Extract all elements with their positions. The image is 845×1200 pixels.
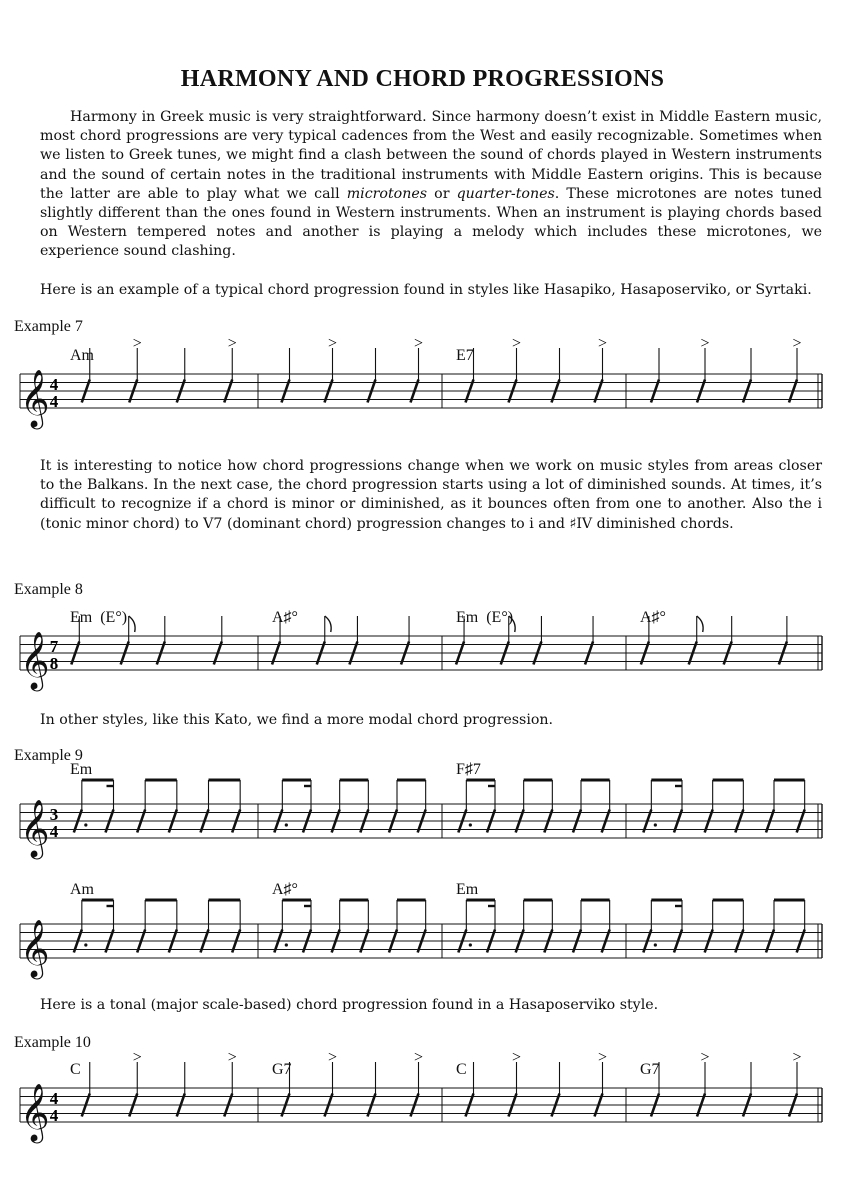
accent-mark: > bbox=[597, 335, 608, 352]
chord-symbol: C bbox=[456, 1061, 467, 1078]
chord-symbol: G7 bbox=[640, 1061, 660, 1078]
example-10-label: Example 10 bbox=[14, 1034, 91, 1051]
treble-clef-icon: 𝄞 bbox=[20, 632, 50, 688]
time-signature-bottom: 4 bbox=[49, 1106, 59, 1125]
accent-mark: > bbox=[413, 335, 424, 352]
time-signature-bottom: 4 bbox=[49, 822, 59, 841]
intro-paragraph bbox=[40, 108, 822, 262]
chord-symbol: Em bbox=[456, 881, 479, 898]
accent-mark: > bbox=[227, 1049, 237, 1066]
dot bbox=[654, 943, 657, 946]
example-9-staff-continued bbox=[0, 881, 845, 980]
intro-or: or bbox=[427, 185, 457, 202]
time-signature-bottom: 4 bbox=[49, 392, 59, 411]
example-10-staff bbox=[0, 1049, 845, 1144]
chord-symbol: A♯° bbox=[640, 609, 666, 626]
accent-mark: > bbox=[792, 335, 802, 352]
accent-mark: > bbox=[511, 335, 522, 352]
example7-intro-paragraph: Here is an example of a typical chord progression found in styles like Hasapiko, Hasaposerviko, or Syrtaki. bbox=[40, 282, 812, 298]
intro-text-1: Harmony in Greek music is very straightforward. Since harmony doesn’t exist in Middle Eastern music, most chord progressions are very typical cadences from the West and easily recognizable. Sometimes when we listen to Greek tunes, we might find a clash between the sound of chords played in Western instruments and the sound of certain notes in the traditional instruments with Middle Eastern origins. This is because the latter are able to play what we call bbox=[40, 109, 822, 202]
balkans-paragraph: It is interesting to notice how chord progressions change when we work on music styles from areas closer to the Balkans. In the next case, the chord progression starts using a lot of diminished sounds. At times, it’s difficult to recognize if a chord is minor or diminished, as it bounces often from one to another. Also the i (tonic minor chord) to V7 (dominant chord) progression changes to i and ♯IV diminished chords. bbox=[40, 458, 822, 532]
treble-clef-icon: 𝄞 bbox=[20, 1084, 50, 1140]
accent-mark: > bbox=[413, 1049, 424, 1066]
accent-mark: > bbox=[132, 335, 142, 352]
chord-symbol: A♯° bbox=[272, 609, 298, 626]
example-7-label: Example 7 bbox=[14, 318, 83, 335]
example-9-staff bbox=[0, 761, 845, 860]
time-signature-top: 3 bbox=[49, 805, 59, 824]
chord-symbol: Am bbox=[70, 881, 94, 898]
dot bbox=[84, 943, 87, 946]
chord-symbol: A♯° bbox=[272, 881, 298, 898]
chord-symbol: Em bbox=[70, 761, 93, 778]
treble-clef-icon: 𝄞 bbox=[20, 920, 50, 976]
intro-text-2: . These microtones are notes tuned slightly different than the ones found in Western instruments. When an instrument is playing chords based on Western tempered notes and another is playing a melody which includes these microtones, we experience sound clashing. bbox=[40, 185, 822, 260]
accent-mark: > bbox=[792, 1049, 802, 1066]
chord-symbol: F♯7 bbox=[456, 761, 481, 778]
chord-symbol: Am bbox=[70, 347, 94, 364]
kato-paragraph: In other styles, like this Kato, we find a more modal chord progression. bbox=[40, 712, 554, 728]
chord-symbol: E7 bbox=[456, 347, 474, 364]
dot bbox=[469, 823, 472, 826]
accent-mark: > bbox=[132, 1049, 142, 1066]
chord-symbol: C bbox=[70, 1061, 81, 1078]
time-signature-bottom: 8 bbox=[49, 654, 59, 673]
example-7-staff bbox=[0, 335, 845, 430]
treble-clef-icon: 𝄞 bbox=[20, 370, 50, 426]
chord-symbol: Em (E°) bbox=[456, 609, 514, 626]
accent-mark: > bbox=[511, 1049, 522, 1066]
chord-symbol: G7 bbox=[272, 1061, 292, 1078]
example10-intro-paragraph: Here is a tonal (major scale-based) chord progression found in a Hasaposerviko style. bbox=[40, 997, 659, 1013]
treble-clef-icon: 𝄞 bbox=[20, 800, 50, 856]
time-signature-top: 4 bbox=[49, 375, 59, 394]
eighth-flag bbox=[325, 616, 331, 632]
time-signature-top: 4 bbox=[49, 1089, 59, 1108]
dot bbox=[285, 943, 288, 946]
microtones-term: microtones bbox=[346, 185, 428, 202]
chord-symbol: Em (E°) bbox=[70, 609, 128, 626]
eighth-flag bbox=[697, 616, 703, 632]
accent-mark: > bbox=[327, 1049, 338, 1066]
example-8-label: Example 8 bbox=[14, 581, 83, 598]
example-8-staff bbox=[0, 602, 845, 692]
quarter-tones-term: quarter-tones bbox=[456, 185, 555, 202]
accent-mark: > bbox=[327, 335, 338, 352]
dot bbox=[469, 943, 472, 946]
page-title: HARMONY AND CHORD PROGRESSIONS bbox=[180, 66, 665, 92]
example-9-label: Example 9 bbox=[14, 747, 83, 764]
dot bbox=[654, 823, 657, 826]
accent-mark: > bbox=[700, 1049, 710, 1066]
accent-mark: > bbox=[227, 335, 237, 352]
dot bbox=[84, 823, 87, 826]
dot bbox=[285, 823, 288, 826]
time-signature-top: 7 bbox=[49, 637, 59, 656]
eighth-flag bbox=[129, 616, 135, 632]
accent-mark: > bbox=[700, 335, 710, 352]
accent-mark: > bbox=[597, 1049, 608, 1066]
